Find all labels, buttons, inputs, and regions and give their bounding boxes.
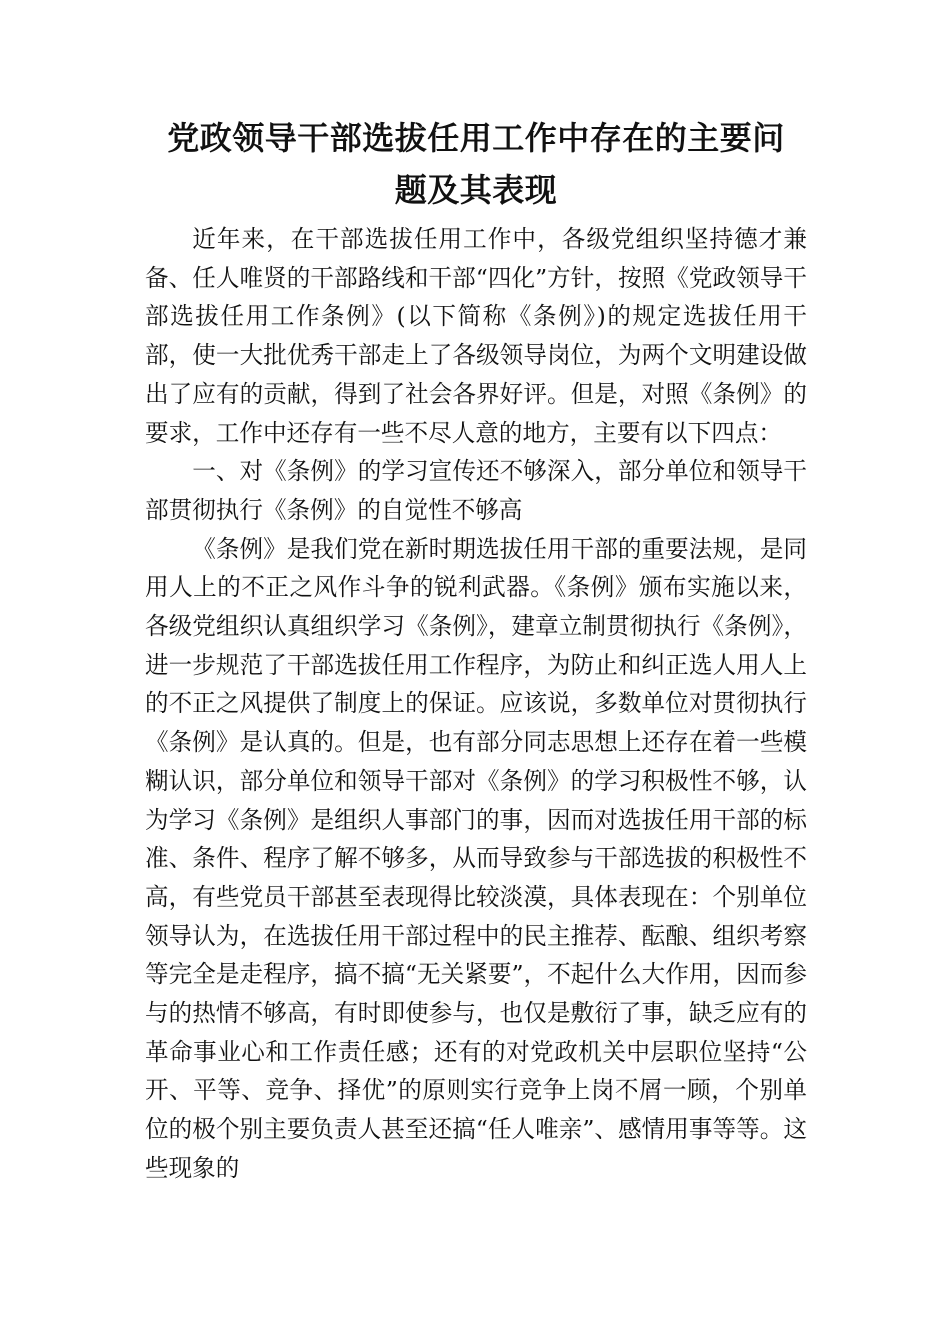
section-heading-1: 一、对《条例》的学习宣传还不够深入，部分单位和领导干部贯彻执行《条例》的自觉性不够高 <box>145 457 807 524</box>
paragraph-intro: 近年来，在干部选拔任用工作中，各级党组织坚持德才兼备、任人唯贤的干部路线和干部“四化”方针，按照《党政领导干部选拔任用工作条例》(以下简称《条例》)的规定选拔任用干部，使一大批优秀干部走上了各级领导岗位，为两个文明建设做出了应有的贡献，得到了社会各界好评。但是，对照《条例》的要求，工作中还存有一些不尽人意的地方，主要有以下四点： <box>145 225 807 447</box>
document-title-line-2: 题及其表现 <box>394 171 558 209</box>
paragraph-section-1: 《条例》是我们党在新时期选拔任用干部的重要法规，是同用人上的不正之风作斗争的锐利武器。《条例》颁布实施以来，各级党组织认真组织学习《条例》，建章立制贯彻执行《条例》，进一步规范了干部选拔任用工作程序，为防止和纠正选人用人上的不正之风提供了制度上的保证。应该说，多数单位对贯彻执行《条例》是认真的。但是，也有部分同志思想上还存在着一些模糊认识，部分单位和领导干部对《条例》的学习积极性不够，认为学习《条例》是组织人事部门的事，因而对选拔任用干部的标准、条件、程序了解不够多，从而导致参与干部选拔的积极性不高，有些党员干部甚至表现得比较淡漠，具体表现在：个别单位领导认为，在选拔任用干部过程中的民主推荐、酝酿、组织考察等完全是走程序，搞不搞“无关紧要”，不起什么大作用，因而参与的热情不够高，有时即使参与，也仅是敷衍了事，缺乏应有的革命事业心和工作责任感；还有的对党政机关中层职位坚持“公开、平等、竞争、择优”的原则实行竞争上岗不屑一顾，个别单位的极个别主要负责人甚至还搞“任人唯亲”、感情用事等等。这些现象的 <box>145 534 807 1182</box>
document-body <box>145 220 807 1188</box>
document-title <box>133 112 819 216</box>
document-page <box>145 112 807 1188</box>
document-title-line-1: 党政领导干部选拔任用工作中存在的主要问 <box>167 119 785 157</box>
